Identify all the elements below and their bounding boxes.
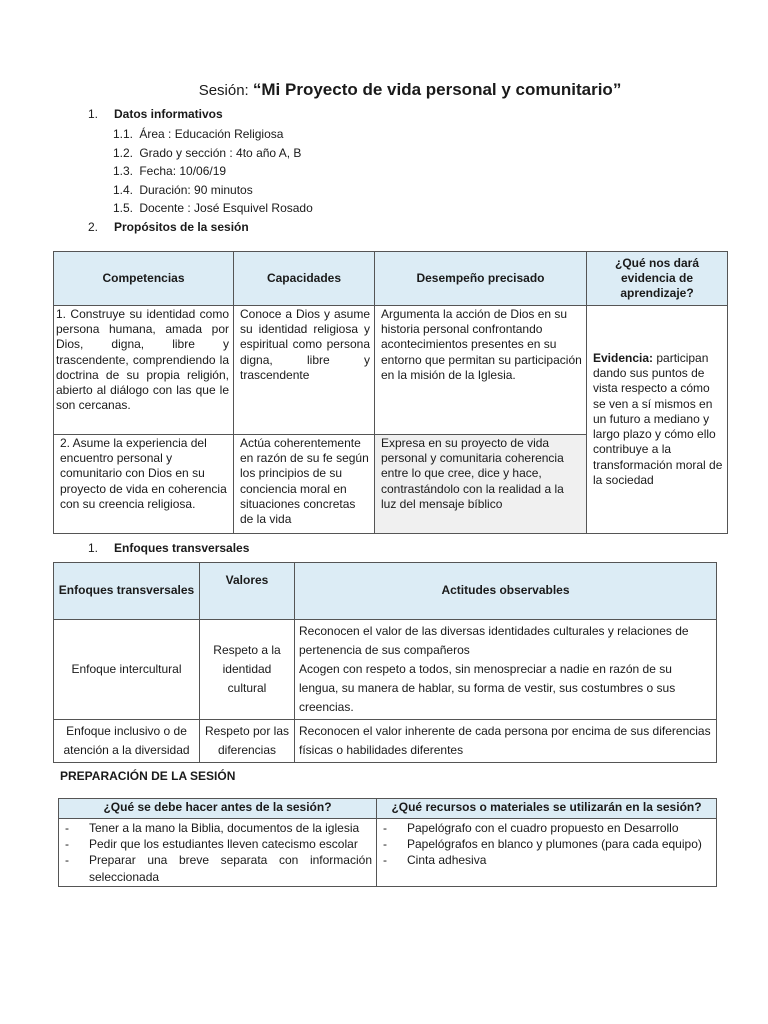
competencia-cell: 1. Construye su identidad como persona humana, amada por Dios, digna, libre y trascendente, comprendiendo la doctrina de su propia religión, abierto al diálogo con las que le son cercanas. [54,306,234,435]
list-item: - Tener a la mano la Biblia, documentos de la iglesia [63,820,372,836]
materials-list [381,820,712,869]
col-header-valores: Valores [200,563,295,620]
list-item: - Cinta adhesiva [381,852,712,868]
info-item-number: 1.5. [113,201,134,216]
info-item [113,125,313,144]
section-number: 1. [88,541,99,555]
preparation-heading: PREPARACIÓN DE LA SESIÓN [60,769,236,783]
col-header-materials: ¿Qué recursos o materiales se utilizarán en la sesión? [377,799,717,819]
info-list [113,125,313,218]
col-header-actitudes: Actitudes observables [295,563,717,620]
table-header-row [54,563,717,620]
info-item-number: 1.3. [113,164,134,179]
list-item: - Papelógrafos en blanco y plumones (para cada equipo) [381,836,712,852]
info-item-number: 1.4. [113,182,134,197]
actitud-cell: Reconocen el valor de las diversas identidades culturales y relaciones de pertenencia de sus compañeros Acogen con respeto a todos, sin menospreciar a nadie en razón de su lengua, su manera de hablar, su forma de vestir, sus costumbres o sus creencias. [295,620,717,720]
info-item-text: Área : Educación Religiosa [139,127,284,141]
section-enfoques-heading [88,541,249,555]
approaches-table [53,562,717,763]
info-item-text: Docente : José Esquivel Rosado [139,201,313,216]
before-list [63,820,372,885]
info-item-text: Grado y sección : 4to año A, B [139,145,302,160]
table-header-row [54,252,728,306]
table-row [59,819,717,887]
col-header-enfoques: Enfoques transversales [54,563,200,620]
info-item [113,162,313,181]
col-header-before: ¿Qué se debe hacer antes de la sesión? [59,799,377,819]
info-item [113,181,313,200]
info-item [113,199,313,218]
session-prefix: Sesión: [198,82,253,99]
competencia-cell: 2. Asume la experiencia del encuentro personal y comunitario con Dios en su proyecto de vida en coherencia con su creencia religiosa. [54,435,234,534]
col-header-competencias: Competencias [54,252,234,306]
list-item: - Papelógrafo con el cuadro propuesto en Desarrollo [381,820,712,836]
enfoque-cell: Enfoque inclusivo o de atención a la diversidad [54,720,200,763]
info-item-text: Fecha: 10/06/19 [139,164,227,179]
evidence-text: participan dando sus puntos de vista respecto a cómo se ven a sí mismos en un futuro a mediano y largo plazo y cómo ello contribuye a la transformación moral de la sociedad [593,351,723,487]
info-item [113,144,313,163]
table-row [54,720,717,763]
evidence-cell [587,306,728,534]
section-number: 1. [88,107,99,121]
table-row [54,306,728,435]
desempeno-cell: Expresa en su proyecto de vida personal y comunitaria coherencia entre lo que cree, dice y hace, contrastándolo con la realidad a la luz del mensaje bíblico [375,435,587,534]
materials-cell [377,819,717,887]
col-header-capacidades: Capacidades [234,252,375,306]
list-item: - Preparar una breve separata con información seleccionada [63,852,372,884]
enfoque-cell: Enfoque intercultural [54,620,200,720]
table-header-row [59,799,717,819]
preparation-table [58,798,717,887]
info-item-number: 1.2. [113,145,134,160]
purposes-table [53,251,728,534]
evidence-label: Evidencia: [593,351,654,366]
session-name: “Mi Proyecto de vida personal y comunitario” [252,80,622,99]
info-item-number: 1.1. [113,127,134,141]
info-item-text: Duración: 90 minutos [139,182,253,197]
col-header-desempeno: Desempeño precisado [375,252,587,306]
table-row [54,620,717,720]
col-header-evidencia: ¿Qué nos dará evidencia de aprendizaje? [587,252,728,306]
section-datos-heading [88,107,223,121]
capacidad-cell: Actúa coherentemente en razón de su fe según los principios de su conciencia moral en situaciones concretas de la vida [234,435,375,534]
actitud-cell: Reconocen el valor inherente de cada persona por encima de sus diferencias físicas o habilidades diferentes [295,720,717,763]
section-title: Enfoques transversales [114,541,250,555]
valor-cell: Respeto por las diferencias [200,720,295,763]
section-propositos-heading [88,220,249,234]
section-title: Datos informativos [114,107,223,121]
session-title [0,80,768,100]
list-item: - Pedir que los estudiantes lleven catecismo escolar [63,836,372,852]
section-number: 2. [88,220,99,234]
desempeno-cell: Argumenta la acción de Dios en su historia personal confrontando acontecimientos presentes en su entorno que permitan su participación en la misión de la Iglesia. [375,306,587,435]
capacidad-cell: Conoce a Dios y asume su identidad religiosa y espiritual como persona digna, libre y trascendente [234,306,375,435]
before-cell [59,819,377,887]
valor-cell: Respeto a la identidad cultural [200,620,295,720]
section-title: Propósitos de la sesión [114,220,249,234]
